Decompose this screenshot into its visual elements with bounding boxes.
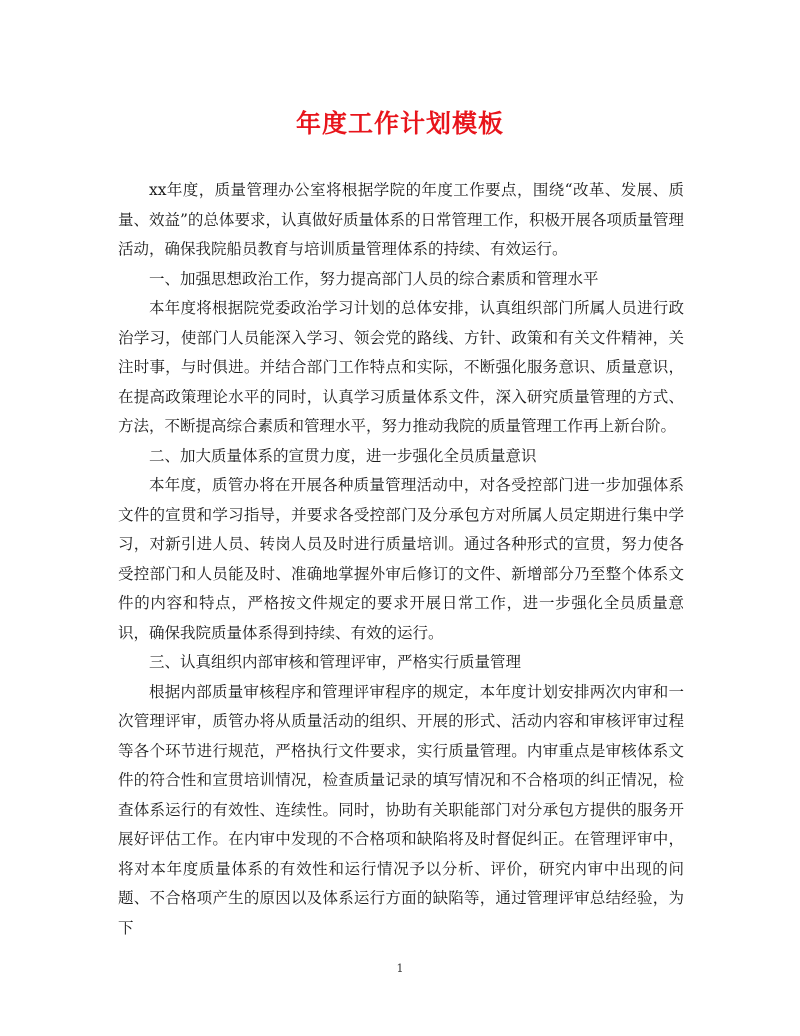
document-body [118, 176, 684, 943]
section-paragraph-3: 根据内部质量审核程序和管理评审程序的规定，本年度计划安排两次内审和一次管理评审，质管办将从质量活动的组织、开展的形式、活动内容和审核评审过程等各个环节进行规范，严格执行文件要求，实行质量管理。内审重点是审核体系文件的符合性和宣贯培训情况，检查质量记录的填写情况和不合格项的纠正情况，检查体系运行的有效性、连续性。同时，协助有关职能部门对分承包方提供的服务开展好评估工作。在内审中发现的不合格项和缺陷将及时督促纠正。在管理评审中，将对本年度质量体系的有效性和运行情况予以分析、评价，研究内审中出现的问题、不合格项产生的原因以及体系运行方面的缺陷等，通过管理评审总结经验，为下 [118, 682, 684, 937]
section-heading-3: 三、认真组织内部审核和管理评审，严格实行质量管理 [149, 653, 522, 671]
section-heading-1: 一、加强思想政治工作，努力提高部门人员的综合素质和管理水平 [149, 269, 599, 288]
page-number: 1 [396, 962, 404, 975]
section-heading-2: 二、加大质量体系的宣贯力度，进一步强化全员质量意识 [149, 446, 537, 465]
section-paragraph-1: 本年度将根据院党委政治学习计划的总体安排，认真组织部门所属人员进行政治学习，使部门人员能深入学习、领会党的路线、方针、政策和有关文件精神，关注时事，与时俱进。并结合部门工作特点和实际，不断强化服务意识、质量意识，在提高政策理论水平的同时，认真学习质量体系文件，深入研究质量管理的方式、方法，不断提高综合素质和管理水平，努力推动我院的质量管理工作再上新台阶。 [118, 299, 684, 435]
intro-paragraph: xx年度，质量管理办公室将根据学院的年度工作要点，围绕“改革、发展、质量、效益”的总体要求，认真做好质量体系的日常管理工作，积极开展各项质量管理活动，确保我院船员教育与培训质量管理体系的持续、有效运行。 [118, 181, 684, 258]
section-paragraph-2: 本年度，质管办将在开展各种质量管理活动中，对各受控部门进一步加强体系文件的宣贯和学习指导，并要求各受控部门及分承包方对所属人员定期进行集中学习，对新引进人员、转岗人员及时进行质量培训。通过各种形式的宣贯，努力使各受控部门和人员能及时、准确地掌握外审后修订的文件、新增部分乃至整个体系文件的内容和特点，严格按文件规定的要求开展日常工作，进一步强化全员质量意识，确保我院质量体系得到持续、有效的运行。 [118, 476, 684, 642]
document-title: 年度工作计划模板 [295, 109, 504, 138]
